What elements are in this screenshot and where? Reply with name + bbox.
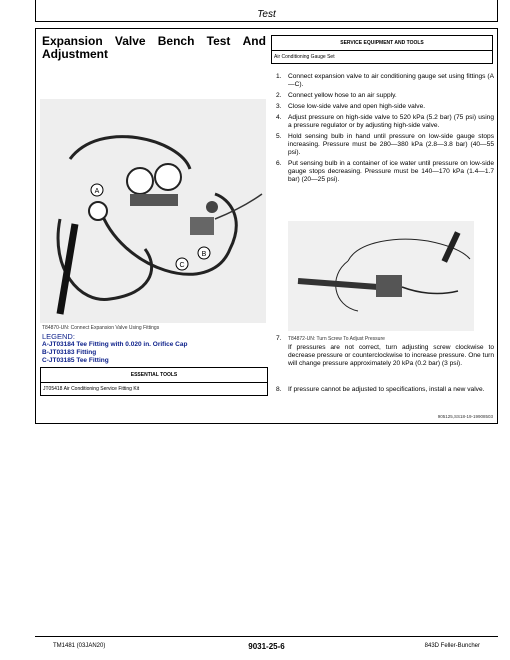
title-word: Test <box>206 34 231 48</box>
content-frame <box>35 28 498 424</box>
step-4 <box>276 114 494 130</box>
step-6 <box>276 160 494 184</box>
legend-item: A-JT03184 Tee Fitting with 0.020 in. Orifice Cap <box>42 341 188 348</box>
service-equipment-table <box>271 35 493 64</box>
document-reference: 905125,SS18-19-19908503 <box>437 414 493 419</box>
title-word: Bench <box>157 34 195 48</box>
adjusting-screw-photo <box>288 221 474 331</box>
title-word: Expansion <box>42 34 103 48</box>
step-7 <box>276 335 494 368</box>
step-text: Adjust pressure on high-side valve to 520 kPa (5.2 bar) (75 psi) using a pressure regulator or by adjusting high-side valve. <box>288 114 494 129</box>
legend-item: C-JT03185 Tee Fitting <box>42 357 109 364</box>
step-3 <box>276 103 494 111</box>
figure1-caption: T84870-UN: Connect Expansion Valve Using Fittings <box>42 325 160 331</box>
callout-c-icon <box>176 258 188 270</box>
page-title <box>42 35 266 61</box>
svg-text:A: A <box>94 188 100 195</box>
service-equipment-header: SERVICE EQUIPMENT AND TOOLS <box>272 36 492 51</box>
step-text: If pressures are not correct, turn adjusting screw clockwise to decrease pressure or counterclockwise to increase pressure. One turn will change pressure approximately 20 kPa (0.2 bar) (3 psi). <box>288 344 494 367</box>
section-label: Test <box>257 9 276 20</box>
callout-b-icon <box>198 247 210 259</box>
step-number: 7. <box>276 335 282 342</box>
legend-title: LEGEND: <box>42 332 75 341</box>
manual-id: TM1481 (03JAN20) <box>53 643 106 649</box>
step-1 <box>276 73 494 89</box>
step-text: Close low-side valve and open high-side valve. <box>288 103 426 110</box>
header-frame <box>35 0 498 22</box>
page-footer <box>35 636 498 651</box>
step-text: If pressure cannot be adjusted to specifications, install a new valve. <box>288 386 485 393</box>
step-number: 8. <box>276 386 282 393</box>
svg-text:C: C <box>179 262 185 269</box>
figure1-legend <box>42 325 268 365</box>
step-number: 3. <box>276 103 282 110</box>
step-text: Put sensing bulb in a container of ice water until pressure on low-side gauge stops decreasing. Pressure must be 140—170 kPa (1.4—1.7 bar) (20—25 psi). <box>288 160 494 183</box>
step-number: 1. <box>276 73 282 80</box>
machine-model: 843D Feller-Buncher <box>424 643 480 649</box>
procedure-steps <box>276 73 494 187</box>
gauge-set-photo <box>40 99 266 323</box>
step-5 <box>276 133 494 157</box>
step-text: Connect yellow hose to an air supply. <box>288 92 397 99</box>
title-word: Valve <box>114 34 146 48</box>
step-8 <box>276 386 494 397</box>
step-7-head <box>276 335 494 343</box>
callout-a-icon <box>91 184 103 196</box>
legend-item: B-JT03183 Fitting <box>42 349 97 356</box>
svg-text:B: B <box>201 251 207 258</box>
step-text: Hold sensing bulb in hand until pressure on low-side gauge stops increasing. Pressure must be 280—380 kPa (2.8—3.8 bar) (40—55 psi). <box>288 133 494 156</box>
step-8-row <box>276 386 494 394</box>
step-number: 4. <box>276 114 282 121</box>
essential-tools-header: ESSENTIAL TOOLS <box>41 368 267 383</box>
essential-tools-row: JT05418 Air Conditioning Service Fitting Kit <box>43 386 140 392</box>
step-text: Connect expansion valve to air conditioning gauge set using fittings (A—C). <box>288 73 494 88</box>
title-line-2: Adjustment <box>42 47 108 61</box>
title-word: And <box>242 34 266 48</box>
figure2-caption: T84872-UN: Turn Screw To Adjust Pressure <box>288 336 385 342</box>
service-equipment-row: Air Conditioning Gauge Set <box>274 54 335 60</box>
step-number: 5. <box>276 133 282 140</box>
page-number: 9031-25-6 <box>248 642 285 651</box>
step-number: 6. <box>276 160 282 167</box>
step-number: 2. <box>276 92 282 99</box>
step-2 <box>276 92 494 100</box>
essential-tools-table <box>40 367 268 396</box>
